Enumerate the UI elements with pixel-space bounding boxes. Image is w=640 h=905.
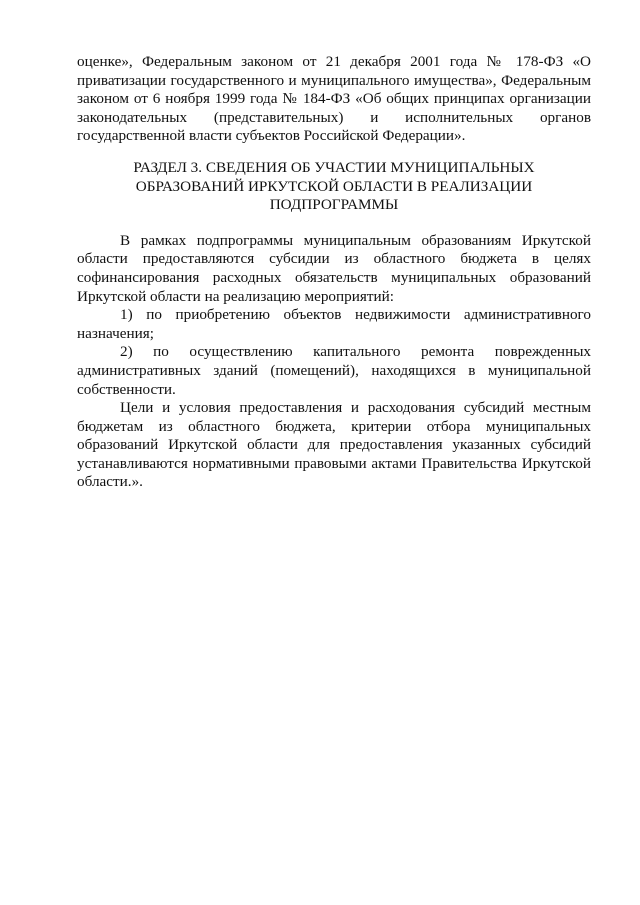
intro-paragraph: оценке», Федеральным законом от 21 декабря 2001 года № 178-ФЗ «О приватизации государственного и муниципального имущества», Федеральным законом от 6 ноября 1999 года № 184-ФЗ «Об общих принципах организации законодательных (представительных) и исполнительных органов государственной власти субъектов Российской Федерации».: [77, 53, 591, 145]
section-heading-line-1: РАЗДЕЛ 3. СВЕДЕНИЯ ОБ УЧАСТИИ МУНИЦИПАЛЬНЫХ: [133, 158, 535, 176]
paragraph-subsidies: В рамках подпрограммы муниципальным образованиям Иркутской области предоставляются субсидии из областного бюджета в целях софинансирования расходных обязательств муниципальных образований Иркутской области на реализацию мероприятий:: [77, 231, 591, 305]
document-page: [77, 53, 591, 492]
paragraph-conditions: Цели и условия предоставления и расходования субсидий местным бюджетам из областного бюджета, критерии отбора муниципальных образований Иркутской области для предоставления указанных субсидий устанавливаются нормативными правовыми актами Правительства Иркутской области.».: [77, 399, 591, 491]
section-heading-line-2: ОБРАЗОВАНИЙ ИРКУТСКОЙ ОБЛАСТИ В РЕАЛИЗАЦИИ: [135, 177, 533, 195]
section-heading: [77, 159, 591, 215]
list-item-2: 2) по осуществлению капитального ремонта поврежденных административных зданий (помещений), находящихся в муниципальной собственности.: [77, 343, 591, 398]
list-item-1: 1) по приобретению объектов недвижимости административного назначения;: [77, 306, 591, 342]
section-heading-line-3: ПОДПРОГРАММЫ: [269, 196, 399, 214]
